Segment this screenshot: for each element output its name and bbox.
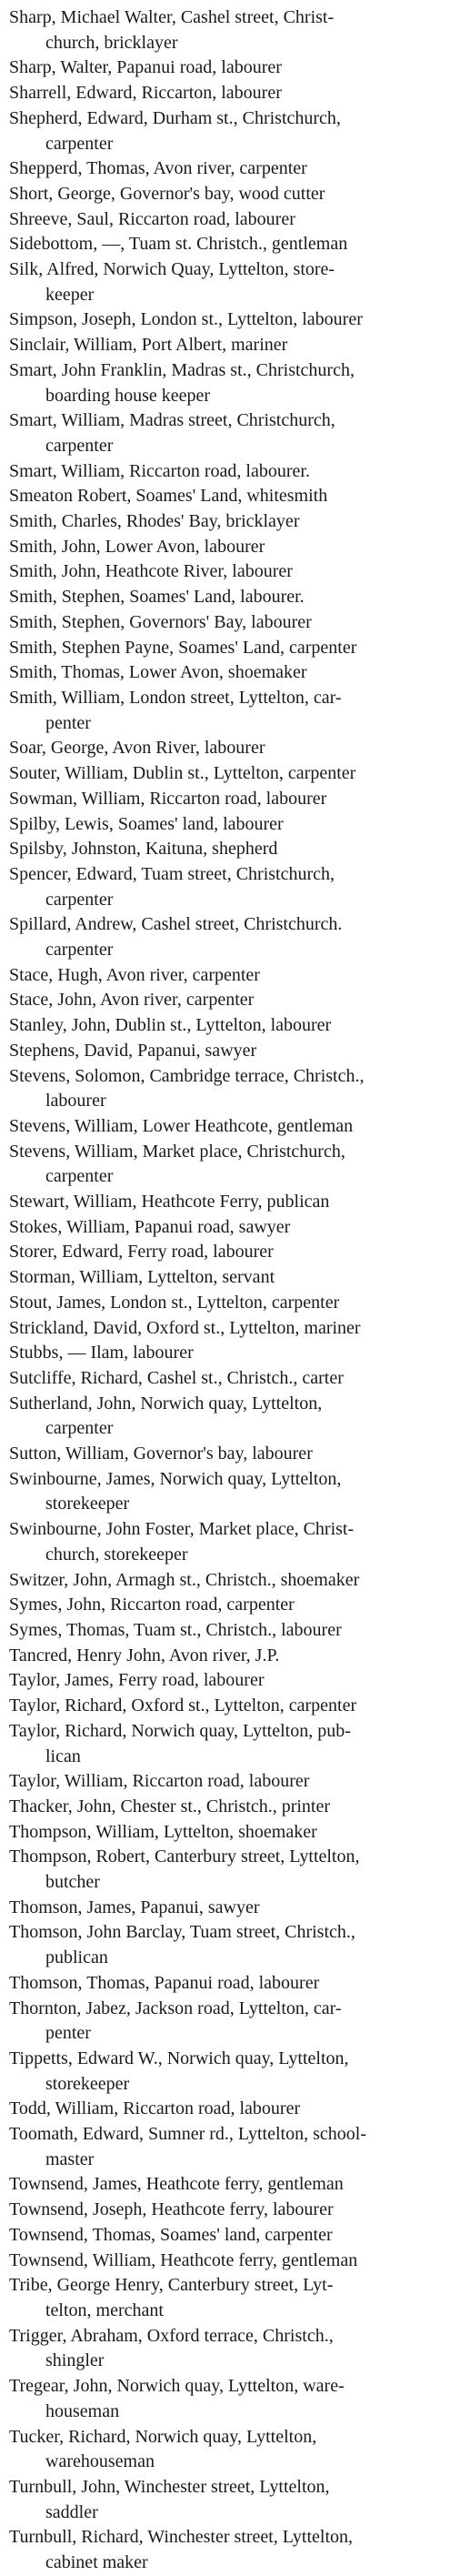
entry-line: Smith, Stephen, Governors' Bay, labourer: [9, 611, 312, 632]
directory-entry: [9, 1064, 446, 1114]
directory-entry: [9, 156, 446, 182]
directory-entries: [9, 5, 446, 2576]
directory-entry: [9, 1568, 446, 1594]
entry-line: Stevens, Solomon, Cambridge terrace, Christch.,: [9, 1065, 365, 1086]
directory-entry: [9, 408, 446, 458]
entry-continuation-line: storekeeper: [45, 1494, 130, 1514]
directory-entry: [9, 535, 446, 560]
entry-line: Tregear, John, Norwich quay, Lyttelton, ware-: [9, 2376, 345, 2397]
entry-line: Switzer, John, Armagh st., Christch., shoemaker: [9, 1569, 360, 1590]
entry-line: Sinclair, William, Port Albert, mariner: [9, 335, 288, 356]
entry-continuation-line: saddler: [45, 2501, 98, 2522]
directory-entry: [9, 1694, 446, 1719]
directory-entry: [9, 5, 446, 55]
entry-line: Smith, William, London street, Lyttelton, car-: [9, 687, 342, 708]
entry-line: Stokes, William, Papanui road, sawyer: [9, 1216, 291, 1237]
entry-line: Sutherland, John, Norwich quay, Lyttelton,: [9, 1393, 323, 1414]
entry-continuation-line: carpenter: [45, 133, 114, 154]
entry-line: Sutton, William, Governor's bay, labourer: [9, 1444, 313, 1464]
directory-entry: [9, 1240, 446, 1265]
directory-entry: [9, 1039, 446, 1064]
entry-continuation-line: keeper: [45, 284, 95, 305]
entry-continuation-line: church, storekeeper: [45, 1544, 188, 1565]
directory-entry: [9, 2172, 446, 2198]
directory-entry: [9, 1769, 446, 1795]
entry-continuation-line: master: [45, 2148, 95, 2169]
entry-line: Todd, William, Riccarton road, labourer: [9, 2098, 301, 2119]
entry-line: Turnbull, John, Winchester street, Lyttelton,: [9, 2476, 330, 2497]
entry-line: Thomson, Thomas, Papanui road, labourer: [9, 1972, 320, 1993]
directory-entry: [9, 636, 446, 661]
entry-line: Townsend, Joseph, Heathcote ferry, labourer: [9, 2199, 334, 2220]
entry-continuation-line: penter: [45, 2023, 91, 2044]
entry-line: Sidebottom, —, Tuam st. Christch., gentleman: [9, 234, 348, 255]
directory-entry: [9, 2273, 446, 2323]
entry-line: Stace, John, Avon river, carpenter: [9, 990, 255, 1011]
directory-entry: [9, 2374, 446, 2424]
directory-entry: [9, 459, 446, 485]
directory-entry: [9, 2097, 446, 2122]
directory-entry: [9, 1140, 446, 1190]
entry-line: Sowman, William, Riccarton road, labourer: [9, 788, 327, 809]
entry-continuation-line: shingler: [45, 2350, 105, 2371]
entry-line: Trigger, Abraham, Oxford terrace, Christch.,: [9, 2325, 334, 2346]
directory-entry: [9, 1517, 446, 1567]
entry-line: Thomson, James, Papanui, sawyer: [9, 1897, 260, 1917]
entry-line: Stevens, William, Market place, Christchurch,: [9, 1141, 345, 1162]
entry-line: Smeaton Robert, Soames' Land, whitesmith: [9, 486, 328, 507]
entry-continuation-line: boarding house keeper: [45, 385, 211, 406]
directory-entry: [9, 963, 446, 989]
entry-line: Stevens, William, Lower Heathcote, gentleman: [9, 1115, 354, 1136]
entry-continuation-line: labourer: [45, 1091, 106, 1112]
entry-continuation-line: carpenter: [45, 1418, 114, 1439]
entry-line: Smith, Thomas, Lower Avon, shoemaker: [9, 662, 307, 683]
directory-entry: [9, 2425, 446, 2475]
entry-line: Symes, John, Riccarton road, carpenter: [9, 1595, 295, 1615]
directory-entry: [9, 2525, 446, 2575]
entry-line: Stewart, William, Heathcote Ferry, publican: [9, 1192, 330, 1213]
directory-entry: [9, 761, 446, 787]
directory-entry: [9, 1795, 446, 1820]
directory-entry: [9, 2047, 446, 2097]
entry-continuation-line: carpenter: [45, 435, 114, 456]
entry-line: Thompson, Robert, Canterbury street, Lyttelton,: [9, 1846, 360, 1867]
entry-line: Stace, Hugh, Avon river, carpenter: [9, 964, 260, 985]
directory-entry: [9, 787, 446, 812]
directory-entry: [9, 862, 446, 912]
directory-entry: [9, 812, 446, 838]
entry-line: Spillard, Andrew, Cashel street, Christchurch.: [9, 914, 343, 935]
directory-entry: [9, 1593, 446, 1618]
directory-entry: [9, 1997, 446, 2047]
directory-entry: [9, 1190, 446, 1215]
entry-line: Tucker, Richard, Norwich quay, Lyttelton,: [9, 2426, 317, 2447]
entry-line: Tancred, Henry John, Avon river, J.P.: [9, 1645, 280, 1665]
directory-entry: [9, 1971, 446, 1997]
directory-entry: [9, 106, 446, 156]
directory-entry: [9, 1316, 446, 1342]
entry-continuation-line: butcher: [45, 1872, 100, 1893]
entry-line: Souter, William, Dublin st., Lyttelton, carpenter: [9, 763, 356, 784]
entry-continuation-line: cabinet maker: [45, 2552, 148, 2573]
directory-entry: [9, 2223, 446, 2249]
entry-line: Turnbull, Richard, Winchester street, Lyttelton,: [9, 2527, 354, 2548]
directory-entry: [9, 2324, 446, 2374]
directory-entry: [9, 484, 446, 509]
directory-entry: [9, 182, 446, 207]
directory-entry: [9, 1845, 446, 1895]
directory-entry: [9, 837, 446, 862]
directory-entry: [9, 610, 446, 636]
entry-continuation-line: carpenter: [45, 940, 114, 961]
directory-entry: [9, 1442, 446, 1467]
entry-line: Silk, Alfred, Norwich Quay, Lyttelton, store-: [9, 259, 335, 280]
directory-entry: [9, 232, 446, 257]
entry-line: Taylor, William, Riccarton road, labourer: [9, 1771, 310, 1792]
entry-line: Soar, George, Avon River, labourer: [9, 738, 265, 759]
entry-continuation-line: publican: [45, 1947, 108, 1968]
directory-entry: [9, 1114, 446, 1140]
directory-entry: [9, 686, 446, 736]
entry-line: Tribe, George Henry, Canterbury street, Lyt-: [9, 2275, 334, 2296]
entry-line: Smith, John, Heathcote River, labourer: [9, 561, 293, 582]
entry-continuation-line: houseman: [45, 2400, 120, 2421]
entry-line: Taylor, James, Ferry road, labourer: [9, 1670, 265, 1691]
entry-continuation-line: carpenter: [45, 889, 114, 910]
directory-entry: [9, 1265, 446, 1291]
directory-entry: [9, 333, 446, 358]
entry-line: Sharp, Michael Walter, Cashel street, Christ-: [9, 7, 335, 27]
entry-line: Smart, William, Riccarton road, labourer.: [9, 460, 310, 481]
entry-line: Spilby, Lewis, Soames' land, labourer: [9, 813, 284, 834]
entry-line: Townsend, Thomas, Soames' land, carpenter: [9, 2224, 333, 2245]
directory-entry: [9, 1618, 446, 1644]
entry-line: Stanley, John, Dublin st., Lyttelton, labourer: [9, 1015, 332, 1036]
entry-continuation-line: penter: [45, 712, 91, 733]
entry-continuation-line: storekeeper: [45, 2073, 130, 2094]
entry-line: Toomath, Edward, Sumner rd., Lyttelton, school-: [9, 2124, 366, 2145]
entry-line: Stubbs, — Ilam, labourer: [9, 1343, 194, 1363]
directory-entry: [9, 1820, 446, 1846]
directory-entry: [9, 2122, 446, 2172]
entry-line: Stout, James, London st., Lyttelton, carpenter: [9, 1292, 340, 1313]
directory-entry: [9, 358, 446, 408]
entry-line: Swinbourne, John Foster, Market place, Christ-: [9, 1519, 355, 1540]
entry-line: Strickland, David, Oxford st., Lyttelton, mariner: [9, 1317, 361, 1338]
entry-continuation-line: lican: [45, 1746, 81, 1766]
directory-entry: [9, 559, 446, 585]
entry-line: Taylor, Richard, Norwich quay, Lyttelton, pub-: [9, 1720, 351, 1741]
directory-entry: [9, 1013, 446, 1039]
directory-entry: [9, 257, 446, 307]
entry-line: Spencer, Edward, Tuam street, Christchurch,: [9, 863, 335, 884]
directory-entry: [9, 2198, 446, 2223]
entry-line: Shreeve, Saul, Riccarton road, labourer: [9, 208, 295, 229]
directory-entry: [9, 2249, 446, 2274]
entry-line: Townsend, William, Heathcote ferry, gentleman: [9, 2249, 358, 2270]
entry-line: Sutcliffe, Richard, Cashel st., Christch., carter: [9, 1367, 344, 1388]
entry-line: Thacker, John, Chester st., Christch., printer: [9, 1796, 331, 1816]
entry-line: Sharrell, Edward, Riccarton, labourer: [9, 83, 282, 104]
entry-line: Townsend, James, Heathcote ferry, gentleman: [9, 2174, 344, 2195]
directory-entry: [9, 1341, 446, 1366]
directory-entry: [9, 55, 446, 81]
entry-line: Tippetts, Edward W., Norwich quay, Lyttelton,: [9, 2048, 349, 2068]
directory-entry: [9, 207, 446, 233]
entry-continuation-line: carpenter: [45, 1166, 114, 1187]
directory-entry: [9, 1719, 446, 1769]
directory-entry: [9, 1644, 446, 1669]
entry-line: Symes, Thomas, Tuam st., Christch., labourer: [9, 1620, 342, 1640]
entry-line: Thompson, William, Lyttelton, shoemaker: [9, 1821, 317, 1842]
entry-line: Storer, Edward, Ferry road, labourer: [9, 1242, 274, 1263]
entry-line: Smith, Stephen Payne, Soames' Land, carpenter: [9, 637, 357, 658]
directory-entry: [9, 1291, 446, 1316]
entry-line: Taylor, Richard, Oxford st., Lyttelton, carpenter: [9, 1696, 357, 1716]
entry-line: Sharp, Walter, Papanui road, labourer: [9, 57, 282, 78]
directory-entry: [9, 1215, 446, 1241]
entry-line: Simpson, Joseph, London st., Lyttelton, labourer: [9, 309, 363, 330]
entry-continuation-line: telton, merchant: [45, 2299, 164, 2320]
directory-entry: [9, 1668, 446, 1694]
directory-entry: [9, 509, 446, 535]
entry-continuation-line: church, bricklayer: [45, 32, 178, 53]
directory-entry: [9, 660, 446, 686]
entry-line: Shepherd, Edward, Durham st., Christchurch,: [9, 107, 341, 128]
directory-entry: [9, 1392, 446, 1442]
directory-entry: [9, 1467, 446, 1517]
directory-entry: [9, 585, 446, 610]
directory-entry: [9, 1896, 446, 1921]
entry-line: Thomson, John Barclay, Tuam street, Christch.,: [9, 1922, 355, 1943]
entry-line: Smith, Stephen, Soames' Land, labourer.: [9, 587, 305, 608]
entry-line: Short, George, Governor's bay, wood cutter: [9, 183, 325, 204]
directory-entry: [9, 2475, 446, 2525]
entry-line: Shepperd, Thomas, Avon river, carpenter: [9, 158, 307, 179]
entry-continuation-line: warehouseman: [45, 2451, 155, 2472]
entry-line: Smart, John Franklin, Madras st., Christchurch,: [9, 359, 355, 380]
entry-line: Stephens, David, Papanui, sawyer: [9, 1040, 257, 1061]
entry-line: Thornton, Jabez, Jackson road, Lyttelton, car-: [9, 1997, 342, 2018]
directory-entry: [9, 988, 446, 1013]
entry-line: Spilsby, Johnston, Kaituna, shepherd: [9, 839, 278, 860]
directory-entry: [9, 307, 446, 333]
directory-entry: [9, 736, 446, 761]
entry-line: Storman, William, Lyttelton, servant: [9, 1267, 275, 1288]
entry-line: Smith, John, Lower Avon, labourer: [9, 536, 265, 557]
directory-entry: [9, 912, 446, 962]
entry-line: Swinbourne, James, Norwich quay, Lyttelton,: [9, 1468, 342, 1489]
directory-entry: [9, 1920, 446, 1970]
entry-line: Smart, William, Madras street, Christchurch,: [9, 410, 335, 431]
directory-entry: [9, 81, 446, 106]
directory-entry: [9, 1366, 446, 1392]
entry-line: Smith, Charles, Rhodes' Bay, bricklayer: [9, 511, 300, 532]
